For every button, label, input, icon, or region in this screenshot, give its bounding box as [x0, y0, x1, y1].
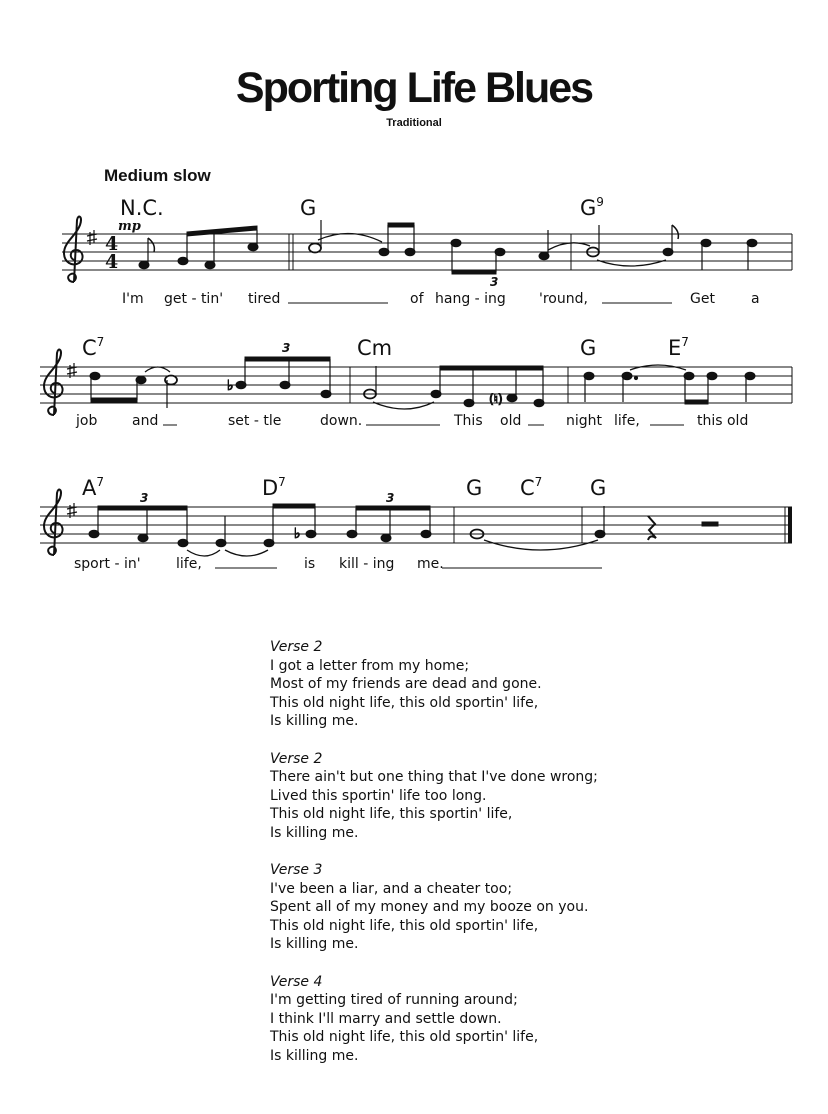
lyric: down.	[320, 413, 363, 429]
lyric: I'm	[122, 291, 144, 307]
lyric: of	[410, 291, 424, 307]
chord-symbol: $C^7$	[82, 335, 105, 360]
verse-line: There ain't but one thing that I've done wrong;	[270, 769, 598, 785]
chord-symbol: N.C.	[120, 196, 164, 220]
melisma-line	[528, 424, 544, 427]
composer-credit: Traditional	[386, 117, 442, 129]
verse-line: This old night life, this old sportin' life,	[270, 1029, 539, 1045]
lyric: life,	[176, 556, 202, 572]
lyric: sport - in'	[74, 556, 141, 572]
chord-symbol: $G^9$	[580, 195, 604, 220]
verse-label: Verse 2	[270, 639, 323, 655]
melisma-line	[442, 567, 602, 570]
lyric: life,	[614, 413, 640, 429]
chord-symbol: G	[590, 476, 607, 500]
verse-line: Lived this sportin' life too long.	[270, 787, 487, 804]
lyric: me.	[417, 556, 444, 572]
lyric: This	[454, 413, 483, 429]
notes-system-1	[139, 220, 757, 274]
triplet-mark: 3	[140, 491, 149, 505]
staff-system-2	[0, 330, 828, 460]
lyric: Get	[690, 291, 715, 307]
verse-line: This old night life, this old sportin' life,	[270, 694, 539, 711]
treble-clef-icon	[64, 217, 83, 282]
triplet-mark: 3	[282, 341, 291, 355]
verse-block	[270, 638, 750, 731]
verse-label: Verse 4	[270, 973, 323, 990]
chord-symbol: $A^7$	[82, 475, 105, 500]
chord-symbol: $D^7$	[262, 475, 286, 500]
chord-symbol: G	[300, 196, 317, 220]
triplet-mark: 3	[386, 491, 395, 505]
lyric: is	[304, 556, 316, 572]
melisma-line	[602, 302, 672, 305]
triplet-mark: 3	[490, 275, 499, 289]
verse-block	[270, 750, 750, 843]
music-system-3	[0, 470, 828, 600]
lyric: 'round,	[539, 291, 588, 307]
verses	[270, 638, 750, 1084]
ties	[187, 540, 598, 556]
song-title: Sporting Life Blues	[235, 64, 593, 112]
treble-clef-icon	[44, 350, 63, 415]
chord-symbol: $E^7$	[668, 335, 689, 360]
svg-text:♭: ♭	[227, 378, 234, 394]
melisma-line	[366, 424, 440, 427]
verse-line: Most of my friends are dead and gone.	[270, 676, 542, 692]
verse-label: Verse 3	[270, 862, 323, 878]
lyric: this old	[697, 413, 749, 429]
chord-symbol: Cm	[357, 336, 393, 360]
lyric: set - tle	[228, 413, 282, 429]
chord-symbol: G	[466, 476, 483, 500]
verse-line: I got a letter from my home;	[270, 657, 470, 674]
svg-text:4: 4	[105, 233, 119, 255]
chord-symbol: $C^7$	[520, 475, 543, 500]
melisma-line	[288, 302, 388, 305]
verse-block	[270, 973, 750, 1066]
verse-line: This old night life, this old sportin' life,	[270, 917, 539, 934]
lyric: kill - ing	[339, 556, 395, 572]
verse-line: Spent all of my money and my booze on you.	[270, 899, 589, 915]
lyric: and	[132, 413, 159, 429]
tempo-marking: Medium slow	[104, 166, 211, 185]
verse-line: This old night life, this sportin' life,	[270, 806, 513, 822]
verse-line: I've been a liar, and a cheater too;	[270, 880, 513, 897]
treble-clef-icon	[44, 490, 63, 555]
svg-text:♭: ♭	[294, 526, 301, 542]
music-system-2	[0, 330, 828, 460]
verse-line: Is killing me.	[270, 824, 359, 841]
lyric: hang - ing	[435, 291, 506, 307]
melisma-line	[163, 424, 177, 427]
staff-system-3	[0, 470, 828, 600]
verse-line: Is killing me.	[270, 1047, 359, 1064]
music-system-1	[0, 190, 828, 320]
time-signature	[105, 233, 118, 273]
lyric: old	[500, 413, 522, 429]
lyric: a	[751, 291, 760, 307]
verse-line: Is killing me.	[270, 713, 359, 729]
melisma-line	[215, 567, 277, 570]
lyric: get - tin'	[164, 291, 224, 307]
lyric: tired	[248, 291, 281, 307]
verse-block	[270, 861, 750, 954]
svg-text:(♮): (♮)	[489, 392, 503, 406]
chord-symbol: G	[580, 336, 597, 360]
lyric: job	[76, 413, 98, 429]
verse-label: Verse 2	[270, 750, 323, 767]
dynamic-marking: mp	[118, 219, 141, 234]
lyric: night	[566, 413, 603, 429]
svg-text:4: 4	[105, 251, 119, 273]
verse-line: Is killing me.	[270, 936, 359, 952]
verse-line: I think I'll marry and settle down.	[270, 1010, 502, 1027]
melisma-line	[650, 424, 684, 427]
verse-line: I'm getting tired of running around;	[270, 992, 518, 1008]
